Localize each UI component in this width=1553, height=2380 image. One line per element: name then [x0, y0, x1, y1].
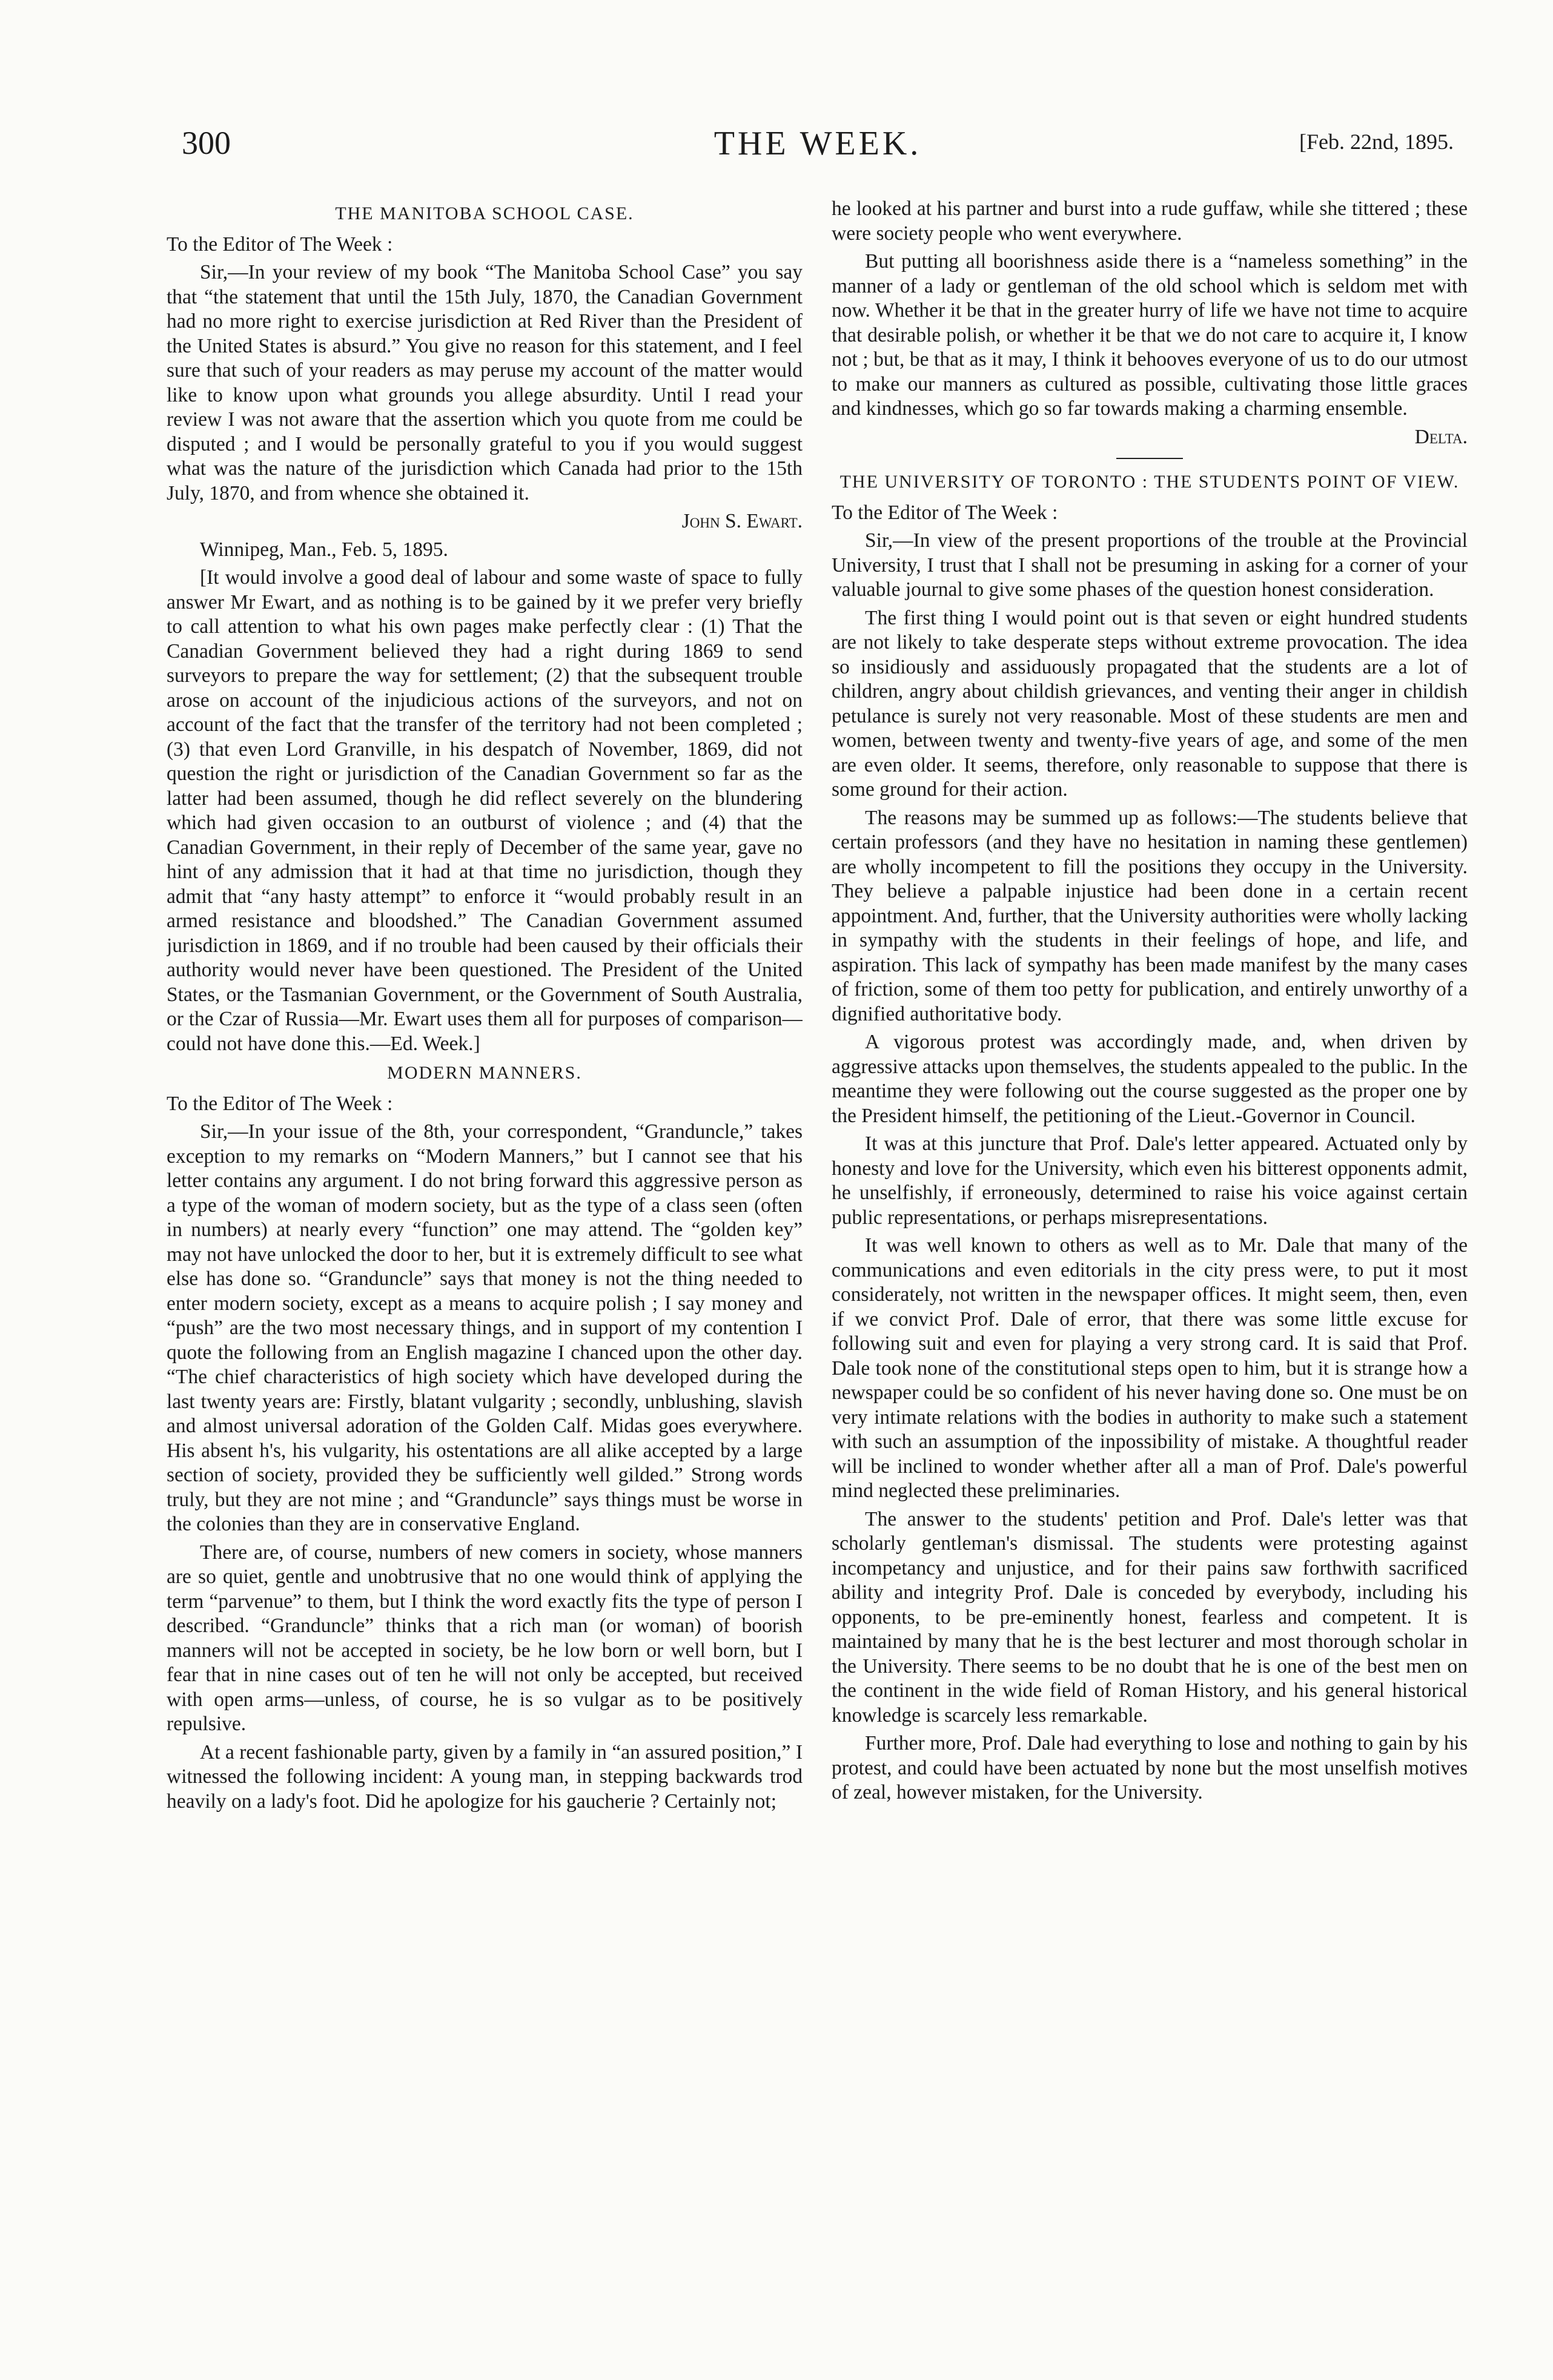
- letter-paragraph: The reasons may be summed up as follows:—The students believe that certain professors (and they have no hesitation in naming these gentlemen) are wholly incompetent to fill the positions they occupy in the University. They believe a palpable injustice had been done in a certain recent appointment. And, further, that the University authorities were wholly lacking in sympathy with the students in their feelings of hope, and life, and aspiration. This lack of sympathy has been made manifest by the many cases of friction, some of them too petty for publication, and entirely unworthy of a dignified authoritative body.: [832, 806, 1468, 1025]
- publication-title: THE WEEK.: [714, 125, 922, 162]
- letter-paragraph: Sir,—In view of the present proportions of the trouble at the Provincial University, I trust that I shall not be presuming in asking for a corner of your valuable journal to give some phases of the question honest consideration.: [832, 529, 1468, 601]
- letter-paragraph: Sir,—In your review of my book “The Manitoba School Case” you say that “the statement that until the 15th July, 1870, the Canadian Government had no more right to exercise jurisdiction at Red River than the President of the United States is absurd.” You give no reason for this statement, and I feel sure that such of your readers as may peruse my account of the matter would like to know upon what grounds you allege absurdity. Until I read your review I was not aware that the assertion which you quote from me could be disputed ; and I would be personally grateful to you if you would suggest what was the nature of the jurisdiction which Canada had prior to the 15th July, 1870, and from whence she obtained it.: [167, 261, 803, 504]
- letter-paragraph: Sir,—In your issue of the 8th, your correspondent, “Granduncle,” takes exception to my remarks on “Modern Manners,” but I cannot see that his letter contains any argument. I do not bring forward this aggressive person as a type of the woman of modern society, but as the type of a class seen (often in numbers) at nearly every “function” one may attend. The “golden key” may not have unlocked the door to her, but it is extremely difficult to see what else has done so. “Granduncle” says that money is not the thing needed to enter modern society, except as a means to acquire polish ; I say money and “push” are the two most necessary things, and in support of my contention I quote the following from an English magazine I chanced upon the other day. “The chief characteristics of high society which have developed during the last twenty years are: Firstly, blatant vulgarity ; secondly, unblushing, slavish and almost universal adoration of the Golden Calf. Midas goes everywhere. His absent h's, his vulgarity, his ostentations are all alike accepted by a large section of society, provided they be sufficiently well gilded.” Strong words truly, but they are not mine ; and “Granduncle” says things must be worse in the colonies than they are in conservative England.: [167, 1120, 803, 1535]
- salutation: To the Editor of The Week :: [167, 1092, 393, 1115]
- page-number: 300: [182, 125, 231, 161]
- letter-paragraph: At a recent fashionable party, given by a family in “an assured position,” I witnessed the following incident: A young man, in stepping backwards trod heavily on a lady's foot. Did he apologize for his gaucherie ? Certainly not;: [167, 1740, 803, 1813]
- letter-paragraph: Further more, Prof. Dale had everything to lose and nothing to gain by his protest, and could have been actuated by none but the most unselfish motives of zeal, however mistaken, for the University.: [832, 1732, 1468, 1803]
- letter-paragraph: he looked at his partner and burst into a rude guffaw, while she tittered ; these were society people who went everywhere.: [832, 197, 1468, 245]
- section-divider: [1116, 458, 1183, 459]
- letter-paragraph: But putting all boorishness aside there is a “nameless something” in the manner of a lady or gentleman of the old school which is seldom met with now. Whether it be that in the greater hurry of life we have not time to acquire that desirable polish, or whether it be that we do not care to acquire it, I know not ; but, be that as it may, I think it behooves everyone of us to do our utmost to make our manners as cultured as possible, cultivating those little graces and kindnesses, which go so far towards making a charming ensemble.: [832, 250, 1468, 420]
- article-title-university: THE UNIVERSITY OF TORONTO : THE STUDENTS POINT OF VIEW.: [839, 472, 1460, 492]
- salutation: To the Editor of The Week :: [832, 501, 1058, 524]
- issue-date: [Feb. 22nd, 1895.: [1299, 130, 1454, 154]
- letter-paragraph: It was well known to others as well as to Mr. Dale that many of the communications and even editorials in the city press were, to put it most considerately, not written in the newspaper offices. It might seem, then, even if we convict Prof. Dale of error, that there was some little excuse for following suit and even for playing a very strong card. It is said that Prof. Dale took none of the constitutional steps open to him, but it is strange how a newspaper could be so confident of his never having done so. One must be on very intimate relations with the bodies in authority to make such a statement with such an assumption of the inpossibility of mistake. A thoughtful reader will be inclined to wonder whether after all a man of Prof. Dale's powerful mind neglected these preliminaries.: [832, 1234, 1468, 1502]
- salutation: To the Editor of The Week :: [167, 233, 393, 256]
- letter-paragraph: The answer to the students' petition and Prof. Dale's letter was that scholarly gentleman's dismissal. The students were protesting against incompetancy and unjustice, and for their pains saw forthwith sacrificed ability and integrity Prof. Dale is conceded by everybody, including his opponents, to be pre-eminently honest, fearless and competent. It is maintained by many that he is the best lecturer and most thorough scholar in the University. There seems to be no doubt that he is one of the best men on the continent in the wide field of Roman History, and his general historical knowledge is scarcely less remarkable.: [832, 1507, 1468, 1727]
- letter-paragraph: The first thing I would point out is that seven or eight hundred students are not likely to take desperate steps without extreme provocation. The idea so insidiously and assiduously propagated that the students are a lot of children, angry about childish grievances, and venting their anger in childish petulance is surely not very reasonable. Most of these students are men and women, between twenty and twenty-five years of age, and some of the men are even older. It seems, therefore, only reasonable to suppose that there is some ground for their action.: [832, 606, 1468, 801]
- letter-signature: Delta.: [1414, 425, 1468, 448]
- article-title-manitoba: THE MANITOBA SCHOOL CASE.: [335, 203, 634, 223]
- editor-note: [It would involve a good deal of labour and some waste of space to fully answer Mr Ewart, and as nothing is to be gained by it we prefer very briefly to call attention to what his own pages make perfectly clear : (1) That the Canadian Government believed they had a right during 1869 to send surveyors to prepare the way for settlement; (2) that the subsequent trouble arose on account of the injudicious actions of the surveyors, and not on account of the fact that the transfer of the territory had not been completed ; (3) that even Lord Granville, in his despatch of November, 1869, did not question the right or jurisdiction of the Canadian Government so far as the latter had been assumed, though he did reflect severely on the blundering which had given occasion to an outburst of violence ; and (4) that the Canadian Government, in their reply of December of the same year, gave no hint of any admission that it had at that time no jurisdiction, though they admit that “any hasty attempt” to enforce it “would probably result in an armed resistance and bloodshed.” The Canadian Government assumed jurisdiction in 1869, and if no trouble had been caused by their officials their authority would never have been questioned. The President of the United States, or the Tasmanian Government, or the Government of South Australia, or the Czar of Russia—Mr. Ewart uses them all for purposes of comparison—could not have done this.—Ed. Week.]: [167, 566, 803, 1055]
- left-column: [167, 197, 803, 2353]
- letter-paragraph: It was at this juncture that Prof. Dale's letter appeared. Actuated only by honesty and love for the University, which even his bitterest opponents admit, he unselfishly, if erroneously, determined to raise his voice against certain public representations, or perhaps misrepresentations.: [832, 1132, 1468, 1229]
- letter-paragraph: A vigorous protest was accordingly made, and, when driven by aggressive attacks upon themselves, the students appealed to the public. In the meantime they were following out the course suggested as the proper one by the President himself, the petitioning of the Lieut.-Governor in Council.: [832, 1031, 1468, 1127]
- right-column: [832, 197, 1468, 2353]
- letter-dateline: Winnipeg, Man., Feb. 5, 1895.: [200, 538, 448, 561]
- letter-signature: John S. Ewart.: [681, 510, 803, 532]
- article-title-modern-manners: MODERN MANNERS.: [387, 1063, 582, 1083]
- page-header: [182, 124, 1454, 179]
- letter-paragraph: There are, of course, numbers of new comers in society, whose manners are so quiet, gentle and unobtrusive that no one would think of applying the term “parvenue” to them, but I think the word exactly fits the type of person I described. “Granduncle” thinks that a rich man (or woman) of boorish manners will not be accepted in society, be he low born or well born, but I fear that in nine cases out of ten he will not only be accepted, but received with open arms—unless, of course, he is so vulgar as to be positively repulsive.: [167, 1541, 803, 1735]
